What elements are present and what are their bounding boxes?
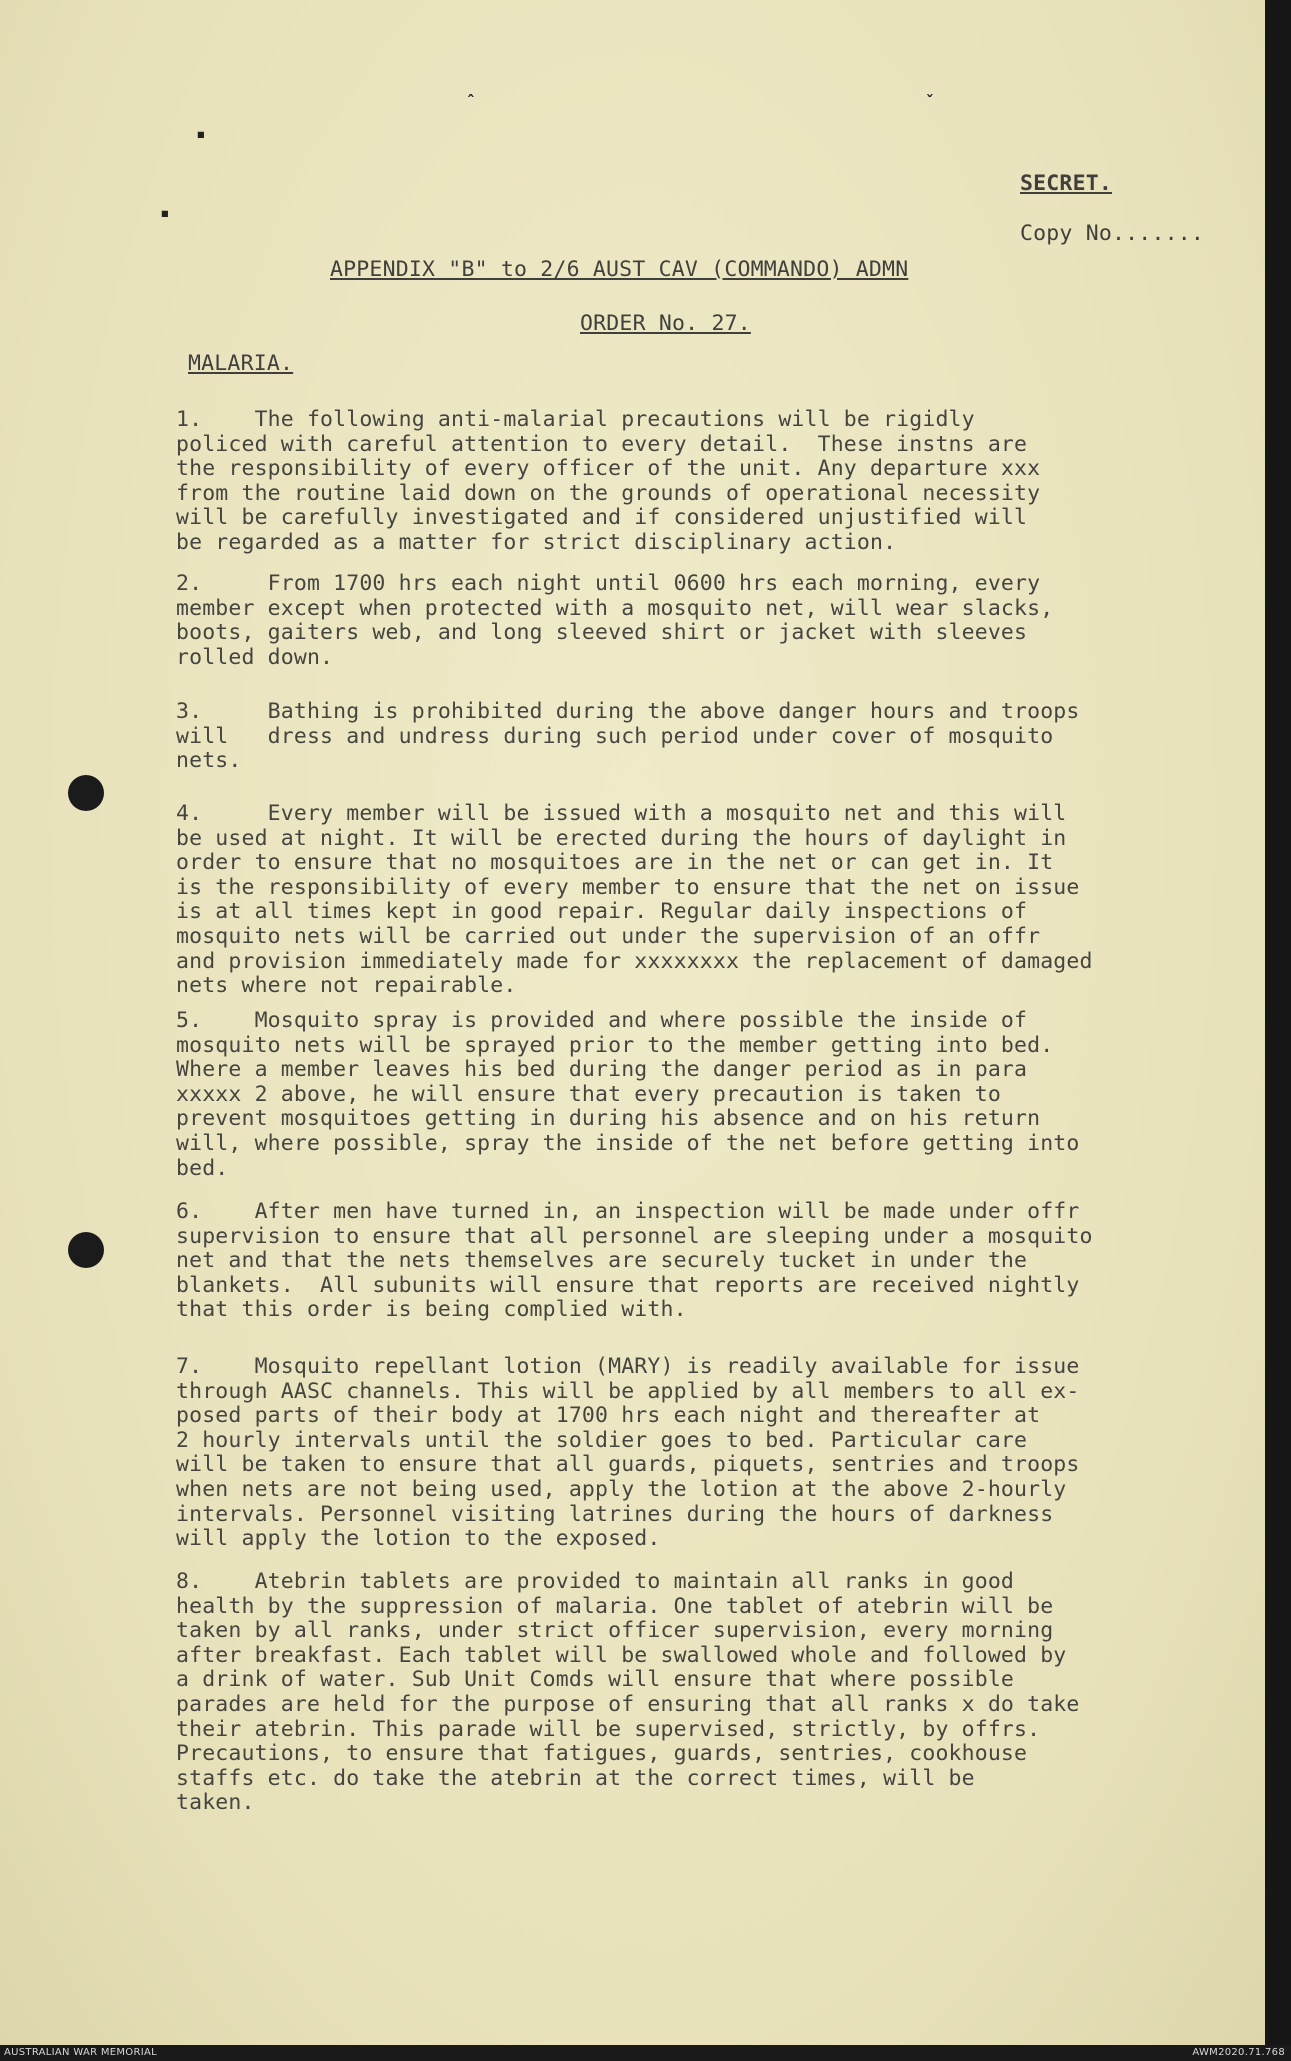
paragraph-line: after breakfast. Each tablet will be swallowed whole and followed by — [176, 1642, 1067, 1668]
paragraph-line: intervals. Personnel visiting latrines during the hours of darkness — [176, 1501, 1054, 1527]
paragraph-line: 5. Mosquito spray is provided and where possible the inside of — [176, 1008, 1028, 1033]
ink-mark: ˇ — [925, 92, 935, 111]
ink-mark: ▪ — [196, 124, 206, 143]
paragraph-line: order to ensure that no mosquitoes are in the net or can get in. It — [176, 850, 1054, 876]
paragraph-line: 2 hourly intervals until the soldier goes to bed. Particular care — [176, 1427, 1028, 1453]
paragraph-line: Precautions, to ensure that fatigues, guards, sentries, cookhouse — [176, 1741, 1028, 1767]
paragraph-line: is the responsibility of every member to ensure that the net on issue — [176, 874, 1080, 900]
paragraph-line: be regarded as a matter for strict disciplinary action. — [176, 529, 897, 555]
paragraph-line: nets. — [176, 748, 242, 774]
paragraph-line: taken. — [176, 1790, 255, 1816]
paragraph-line: be used at night. It will be erected during the hours of daylight in — [176, 825, 1067, 851]
paragraph-line: parades are held for the purpose of ensuring that all ranks x do take — [176, 1691, 1080, 1717]
paragraph-line: boots, gaiters web, and long sleeved shirt or jacket with sleeves — [176, 620, 1028, 646]
paragraph-line: will apply the lotion to the exposed. — [176, 1526, 661, 1552]
copy-number: Copy No....... — [1020, 221, 1205, 246]
paragraph-line: when nets are not being used, apply the lotion at the above 2-hourly — [176, 1476, 1067, 1502]
paragraph-line: 8. Atebrin tablets are provided to maintain all ranks in good — [176, 1569, 1015, 1594]
paragraph-line: is at all times kept in good repair. Regular daily inspections of — [176, 899, 1028, 925]
paragraph-line: will dress and undress during such period under cover of mosquito — [176, 723, 1054, 749]
paragraph-line: supervision to ensure that all personnel are sleeping under a mosquito — [176, 1223, 1093, 1249]
paragraph-line: policed with careful attention to every detail. These instns are — [176, 431, 1028, 457]
paragraph-line: will be taken to ensure that all guards, piquets, sentries and troops — [176, 1452, 1080, 1478]
paragraph-line: Where a member leaves his bed during the danger period as in para — [176, 1057, 1028, 1083]
paragraph-line: blankets. All subunits will ensure that reports are received nightly — [176, 1272, 1080, 1298]
footer-band — [0, 2045, 1291, 2061]
paragraph-line: 3. Bathing is prohibited during the above danger hours and troops — [176, 699, 1080, 724]
order-number: ORDER No. 27. — [580, 311, 751, 336]
paragraph-line: rolled down. — [176, 644, 334, 670]
paragraph-line: taken by all ranks, under strict officer supervision, every morning — [176, 1618, 1054, 1644]
paragraph-line: bed. — [176, 1155, 229, 1181]
section-title: MALARIA. — [188, 351, 294, 376]
paragraph-line: mosquito nets will be sprayed prior to the member getting into bed. — [176, 1032, 1054, 1058]
ink-mark: ˆ — [466, 92, 476, 111]
paragraph-line: nets where not repairable. — [176, 973, 517, 999]
paragraph-line: that this order is being complied with. — [176, 1297, 687, 1323]
paragraph-8 — [176, 1570, 1216, 1816]
paragraph-line: 7. Mosquito repellant lotion (MARY) is readily available for issue — [176, 1354, 1080, 1379]
paragraph-line: 1. The following anti-malarial precautions will be rigidly — [176, 407, 975, 432]
classification-label: SECRET. — [1020, 171, 1113, 196]
paragraph-2 — [176, 572, 1216, 670]
paragraph-line: from the routine laid down on the grounds of operational necessity — [176, 480, 1041, 506]
paragraph-line: net and that the nets themselves are securely tucket in under the — [176, 1248, 1028, 1274]
paragraph-line: posed parts of their body at 1700 hrs each night and thereafter at — [176, 1403, 1041, 1429]
paragraph-line: their atebrin. This parade will be supervised, strictly, by offrs. — [176, 1716, 1041, 1742]
ink-mark: ▪ — [160, 203, 170, 222]
footer-accession-number: AWM2020.71.768 — [1192, 2047, 1285, 2058]
paragraph-line: prevent mosquitoes getting in during his absence and on his return — [176, 1106, 1041, 1132]
paragraph-1 — [176, 408, 1216, 556]
paragraph-line: and provision immediately made for xxxxxxxx the replacement of damaged — [176, 948, 1093, 974]
footer-source-label: AUSTRALIAN WAR MEMORIAL — [4, 2047, 157, 2058]
paragraph-7 — [176, 1355, 1216, 1552]
paragraph-line: staffs etc. do take the atebrin at the correct times, will be — [176, 1765, 975, 1791]
paragraph-line: 2. From 1700 hrs each night until 0600 hrs each morning, every — [176, 571, 1041, 596]
paragraph-line: member except when protected with a mosquito net, will wear slacks, — [176, 595, 1054, 621]
paragraph-line: 4. Every member will be issued with a mosquito net and this will — [176, 801, 1067, 826]
paragraph-4 — [176, 802, 1216, 999]
paragraph-3 — [176, 700, 1216, 774]
paragraph-line: will be carefully investigated and if considered unjustified will — [176, 505, 1028, 531]
paragraph-line: mosquito nets will be carried out under the supervision of an offr — [176, 923, 1041, 949]
paragraph-5 — [176, 1009, 1216, 1181]
document-heading: APPENDIX "B" to 2/6 AUST CAV (COMMANDO) ADMN — [330, 257, 909, 282]
paragraph-6 — [176, 1200, 1216, 1323]
paragraph-line: xxxxx 2 above, he will ensure that every precaution is taken to — [176, 1081, 1001, 1107]
paragraph-line: the responsibility of every officer of the unit. Any departure xxx — [176, 456, 1041, 482]
paragraph-line: health by the suppression of malaria. One tablet of atebrin will be — [176, 1593, 1054, 1619]
paragraph-line: through AASC channels. This will be applied by all members to all ex- — [176, 1378, 1080, 1404]
punch-hole — [68, 1232, 104, 1268]
paragraph-line: 6. After men have turned in, an inspection will be made under offr — [176, 1199, 1080, 1224]
punch-hole — [68, 775, 104, 811]
paragraph-line: will, where possible, spray the inside of the net before getting into — [176, 1130, 1080, 1156]
paragraph-line: a drink of water. Sub Unit Comds will ensure that where possible — [176, 1667, 1015, 1693]
